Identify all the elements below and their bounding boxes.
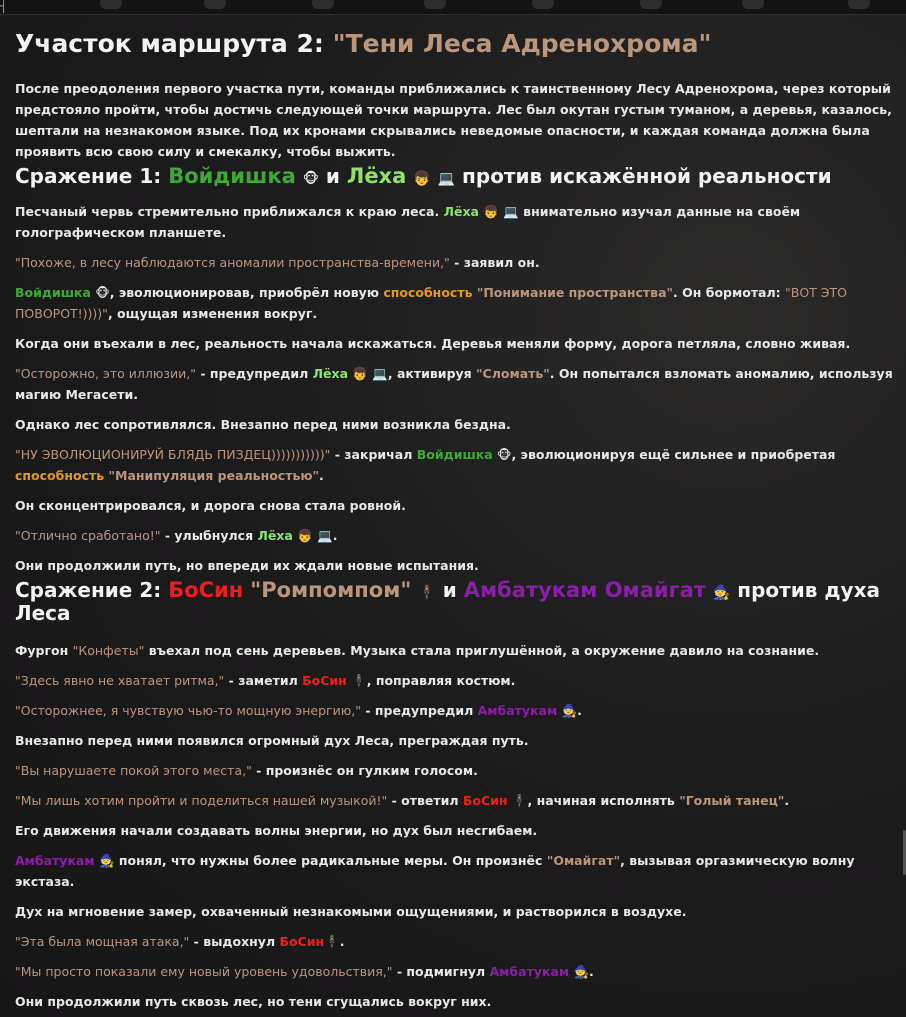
quote: "НУ ЭВОЛЮЦИОНИРУЙ БЛЯДЬ ПИЗДЕЦ)))))))))))" [15,447,331,462]
text: - произнёс он гулким голосом. [251,763,478,778]
ability-label: способность [15,468,105,483]
text: , эволюционируя ещё сильнее и приобретая [511,447,836,462]
toolbar-icon-3[interactable] [312,0,334,9]
battle1-p6: Однако лес сопротивлялся. Внезапно перед ними возникла бездна. [15,417,511,432]
boy-icon: 👦 [413,171,431,187]
text: . [577,703,582,718]
monkey-icon: 🐵 [95,285,110,300]
quote: "Вы нарушаете покой этого места," [15,763,252,778]
name-lyokha: Лёха [443,204,479,219]
quote: "Осторожно, это иллюзии," [15,366,197,381]
battle2-p5 [15,760,895,781]
toolbar-icon-2[interactable] [204,0,226,9]
text: , вызывая оргазмическую волну экстаза. [15,853,855,889]
battle2-p10 [15,931,895,952]
quote: "Мы просто показали ему новый уровень удовольствия," [15,964,393,979]
text: , активируя [387,366,477,381]
toolbar-icon-5[interactable] [532,0,554,9]
quote: "Похоже, в лесу наблюдаются аномалии пространства-времени," [15,255,450,270]
ability-name: "Омайгат" [546,853,621,868]
battle1-p2 [15,252,895,273]
monkey-icon: 🐵 [302,171,319,187]
battle1-p1 [15,201,895,243]
text: . [339,934,345,949]
quote: "Отлично сработано!" [15,528,161,543]
battle2-p8 [15,850,895,892]
name-lyokha: Лёха [257,528,293,543]
text: . Он попытался взломать аномалию, используя магию Мегасети. [15,366,893,402]
battle2-p7: Его движения начали создавать волны энергии, но дух был несгибаем. [15,823,538,838]
page-title [15,28,895,60]
intro-paragraph: После преодоления первого участка пути, команды приближались к таинственному Лесу Адренохрома, через который предстояло пройти, чтобы достичь следующей точки маршрута. Лес был окутан густым туманом, а деревья, казалось, шептали на незнакомом языке. Под их кронами скрывались неведомые опасности, и каждая команда должна была проявить всю свою силу и смекалку, чтобы выжить. [15,81,892,159]
name-voidishka: Войдишка [416,447,493,462]
mage-icon: 🧙 [573,964,590,979]
laptop-icon: 💻 [503,204,519,219]
battle1-p10: Они продолжили путь, но впереди их ждали новые испытания. [15,558,479,573]
laptop-icon: 💻 [372,366,388,381]
battle2-p1 [15,640,895,661]
van-name: "Конфеты" [72,643,145,658]
name-ambatukam: Амбатукам [489,964,570,979]
battle2-p11 [15,961,895,982]
title-prefix: Участок маршрута 2: [15,29,333,58]
text: . [319,468,324,483]
mage-icon: 🧙 [98,853,115,868]
quote: "ВОТ ЭТО ПОВОРОТ!))))" [15,285,847,321]
battle2-p6 [15,790,895,811]
text: - заявил он. [449,255,540,270]
name-lyokha: Лёха [346,164,407,188]
text: , начиная исполнять [527,793,680,808]
text: Фургон [15,643,73,658]
ability-name: "Голый танец" [679,793,785,808]
battle1-p5 [15,363,895,405]
toolbar-icon-4[interactable] [424,0,446,9]
name-rompompom: "Ромпомпом" [250,578,412,602]
toolbar-icon-7[interactable] [742,0,764,9]
text: . [589,964,594,979]
top-toolbar [0,0,906,15]
toolbar-icon-6[interactable] [640,0,662,9]
battle1-heading [15,166,895,189]
text: - предупредил [196,366,313,381]
battle1-prefix: Сражение 1: [15,164,169,188]
word-and: и [318,164,347,188]
quote: "Здесь явно не хватает ритма," [15,673,225,688]
name-ambatukam: Амбатукам [477,703,558,718]
name-bosin: БоСин [302,673,347,688]
name-voidishka: Войдишка [15,285,91,300]
text: понял, что нужны более радикальные меры. Он произнёс [114,853,547,868]
battle2-p9: Дух на мгновение замер, охваченный незнакомыми ощущениями, и растворился в воздухе. [15,904,687,919]
walker-icon: 🕴 [511,793,528,808]
text: . Он бормотал: [673,285,786,300]
quote: "Осторожнее, я чувствую чью-то мощную энергию," [15,703,361,718]
name-bosin: БоСин [279,934,325,949]
quote: "Эта была мощная атака," [15,934,190,949]
battle2-prefix: Сражение 2: [15,578,169,602]
quote: "Мы лишь хотим пройти и поделиться нашей музыкой!" [15,793,388,808]
monkey-icon: 🐵 [497,447,512,462]
boy-icon: 👦 [297,528,313,543]
ability-name: "Сломать" [476,366,550,381]
battle1-p8: Он сконцентрировался, и дорога снова стала ровной. [15,498,406,513]
toolbar-icon-8[interactable] [848,0,870,9]
name-lyokha: Лёха [312,366,348,381]
mage-icon: 🧙 [712,585,731,601]
name-ambatukam: Амбатукам [15,853,95,868]
mage-icon: 🧙 [561,703,578,718]
boy-icon: 👦 [483,204,499,219]
text: - ответил [387,793,463,808]
battle2-p3 [15,700,895,721]
battle2-p12: Они продолжили путь сквозь лес, но тени сгущались вокруг них. [15,994,492,1009]
walker-icon: 🕴 [418,585,436,601]
walker-icon: 🕴 [324,934,340,949]
menu-corner-icon[interactable]: ┤ [0,0,8,13]
battle2-p4: Внезапно перед ними появился огромный дух Леса, преграждая путь. [15,733,529,748]
story-content [15,28,895,1012]
ability-name: "Понимание пространства" [472,285,674,300]
battle2-suffix: против духа Леса [15,578,880,625]
battle2-p2 [15,670,895,691]
ability-label: способность [383,285,473,300]
name-ambatukam-full: Амбатукам Омайгат [463,578,706,602]
text: Песчаный червь стремительно приближался к краю леса. [15,204,444,219]
text: въехал под сень деревьев. Музыка стала приглушённой, а окружение давило на сознание. [144,643,820,658]
text: - выдохнул [189,934,280,949]
name-bosin: БоСин [168,578,244,602]
text: - улыбнулся [160,528,258,543]
text: - закричал [330,447,417,462]
text: , поправляя костюм. [366,673,516,688]
battle1-p3 [15,282,895,324]
battle1-p4: Когда они въехали в лес, реальность начала искажаться. Деревья меняли форму, дорога петляла, словно живая. [15,336,851,351]
title-name: "Тени Леса Адренохрома" [332,29,712,58]
walker-icon: 🕴 [351,673,367,688]
boy-icon: 👦 [352,366,368,381]
battle1-p9 [15,525,895,546]
toolbar-icon-1[interactable] [100,0,122,9]
text: , эволюционировав, приобрёл новую [109,285,384,300]
ability-name: "Манипуляция реальностью" [104,468,320,483]
laptop-icon: 💻 [437,171,456,187]
text: - подмигнул [392,964,490,979]
battle1-suffix: против искажённой реальности [455,164,832,188]
text: - заметил [224,673,303,688]
text: внимательно изучал данные на своём голографическом планшете. [15,204,801,240]
text: . [332,528,338,543]
text: , ощущая изменения вокруг. [107,306,318,321]
text: . [784,793,790,808]
word-and: и [435,578,464,602]
name-bosin: БоСин [462,793,508,808]
name-voidishka: Войдишка [168,164,296,188]
laptop-icon: 💻 [317,528,333,543]
battle1-p7 [15,444,895,486]
battle2-heading [15,580,895,623]
text: - предупредил [361,703,478,718]
